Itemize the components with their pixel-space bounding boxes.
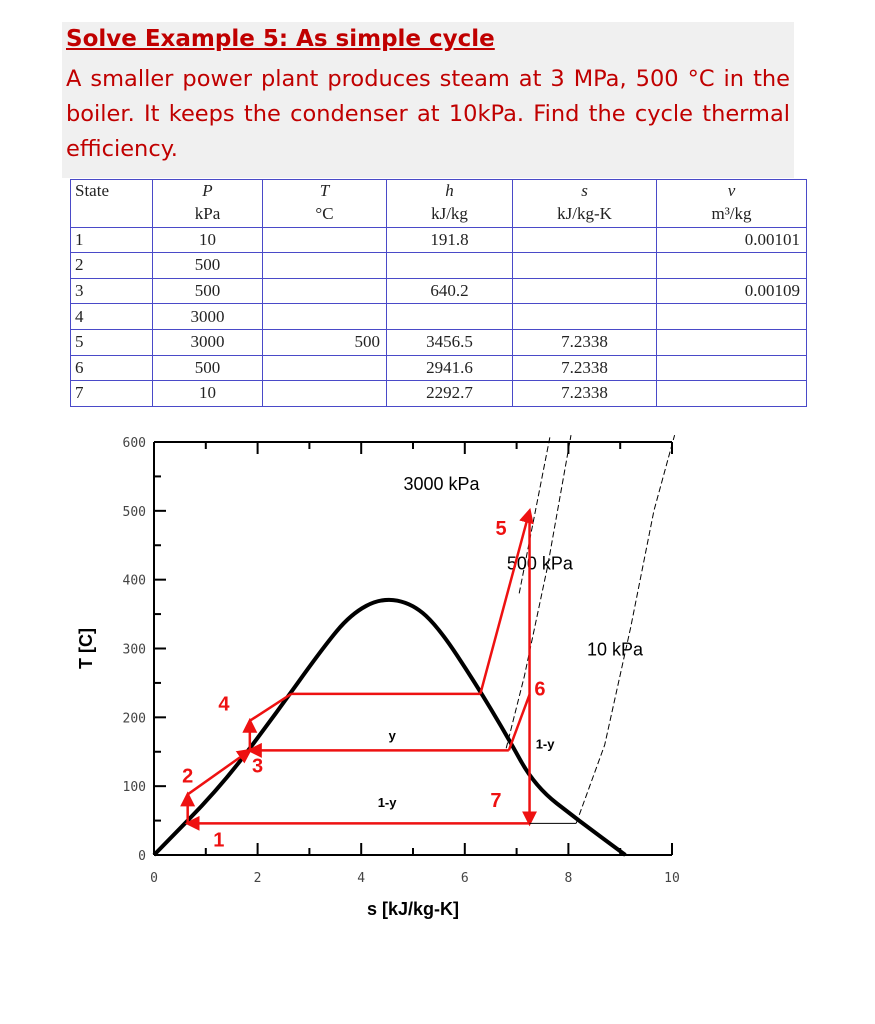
cell-entropy bbox=[513, 278, 657, 304]
cell-state: 5 bbox=[71, 329, 153, 355]
cell-specific-volume bbox=[657, 304, 807, 330]
cell-enthalpy: 640.2 bbox=[387, 278, 513, 304]
cell-pressure: 10 bbox=[153, 381, 263, 407]
x-tick-label: 2 bbox=[253, 871, 262, 886]
fraction-1-y-bottom: 1-y bbox=[377, 794, 397, 810]
table-row bbox=[71, 381, 807, 407]
cell-temperature bbox=[263, 278, 387, 304]
x-tick-label: 10 bbox=[664, 871, 680, 886]
state-property-table bbox=[70, 179, 807, 407]
cell-specific-volume: 0.00109 bbox=[657, 278, 807, 304]
x-tick-label: 4 bbox=[357, 871, 366, 886]
cycle-extraction-6-curve bbox=[509, 695, 530, 751]
header-enthalpy: h bbox=[387, 180, 513, 203]
y-tick-label: 200 bbox=[122, 711, 146, 727]
cell-specific-volume bbox=[657, 381, 807, 407]
state-label-6: 6 bbox=[534, 678, 546, 701]
state-label-5: 5 bbox=[495, 517, 507, 540]
cell-pressure: 3000 bbox=[153, 329, 263, 355]
unit-state bbox=[71, 202, 153, 227]
cell-temperature bbox=[263, 355, 387, 381]
header-entropy: s bbox=[513, 180, 657, 203]
table-header-row bbox=[71, 180, 807, 203]
problem-text: A smaller power plant produces steam at 3 MPa, 500 °C in the boiler. It keeps the condenser at 10kPa. Find the cycle thermal efficiency. bbox=[66, 66, 790, 162]
y-tick-label: 300 bbox=[122, 642, 146, 658]
y-tick-label: 100 bbox=[122, 780, 146, 796]
cell-temperature: 500 bbox=[263, 329, 387, 355]
header-temperature: T bbox=[263, 180, 387, 203]
fraction-y-label: y bbox=[388, 728, 396, 744]
unit-specific-volume: m³/kg bbox=[657, 202, 807, 227]
cell-specific-volume: 0.00101 bbox=[657, 227, 807, 253]
unit-entropy: kJ/kg-K bbox=[513, 202, 657, 227]
y-tick-label: 400 bbox=[122, 573, 146, 589]
isobar-label-500: 500 kPa bbox=[506, 553, 573, 574]
isobar-line bbox=[576, 435, 674, 823]
state-label-1: 1 bbox=[213, 829, 225, 852]
table-row bbox=[71, 304, 807, 330]
cell-specific-volume bbox=[657, 329, 807, 355]
cell-entropy: 7.2338 bbox=[513, 381, 657, 407]
cell-enthalpy bbox=[387, 253, 513, 279]
table-row bbox=[71, 355, 807, 381]
ts-diagram bbox=[62, 420, 802, 930]
cell-temperature bbox=[263, 381, 387, 407]
y-tick-label: 600 bbox=[122, 436, 146, 451]
cell-pressure: 500 bbox=[153, 253, 263, 279]
cell-state: 1 bbox=[71, 227, 153, 253]
table-row bbox=[71, 253, 807, 279]
x-tick-label: 6 bbox=[460, 871, 469, 886]
state-label-4: 4 bbox=[218, 693, 230, 716]
header-state: State bbox=[71, 180, 153, 203]
cell-enthalpy: 3456.5 bbox=[387, 329, 513, 355]
cell-state: 6 bbox=[71, 355, 153, 381]
y-tick-label: 0 bbox=[138, 849, 146, 864]
isobar-line bbox=[506, 435, 571, 748]
table-units-row bbox=[71, 202, 807, 227]
cell-state: 3 bbox=[71, 278, 153, 304]
cell-enthalpy: 191.8 bbox=[387, 227, 513, 253]
cell-specific-volume bbox=[657, 253, 807, 279]
cell-entropy: 7.2338 bbox=[513, 355, 657, 381]
cell-temperature bbox=[263, 304, 387, 330]
cell-enthalpy bbox=[387, 304, 513, 330]
cell-temperature bbox=[263, 227, 387, 253]
cycle-boiler-liquid bbox=[250, 694, 291, 721]
x-tick-label: 0 bbox=[150, 871, 158, 886]
header-specific-volume: v bbox=[657, 180, 807, 203]
fraction-1-y-right: 1-y bbox=[535, 736, 555, 752]
isobar-label-10: 10 kPa bbox=[586, 639, 644, 660]
cell-pressure: 500 bbox=[153, 355, 263, 381]
cell-specific-volume bbox=[657, 355, 807, 381]
ts-diagram-svg bbox=[62, 420, 802, 930]
table-row bbox=[71, 278, 807, 304]
cell-state: 2 bbox=[71, 253, 153, 279]
cell-pressure: 10 bbox=[153, 227, 263, 253]
cell-pressure: 3000 bbox=[153, 304, 263, 330]
cell-entropy: 7.2338 bbox=[513, 329, 657, 355]
cell-enthalpy: 2292.7 bbox=[387, 381, 513, 407]
y-tick-label: 500 bbox=[122, 504, 146, 520]
cell-state: 4 bbox=[71, 304, 153, 330]
x-axis-label: s [kJ/kg-K] bbox=[366, 899, 460, 919]
state-label-7: 7 bbox=[490, 789, 502, 812]
state-label-3: 3 bbox=[252, 755, 264, 778]
unit-temperature: °C bbox=[263, 202, 387, 227]
cell-entropy bbox=[513, 253, 657, 279]
cell-enthalpy: 2941.6 bbox=[387, 355, 513, 381]
cell-temperature bbox=[263, 253, 387, 279]
cell-entropy bbox=[513, 304, 657, 330]
header-pressure: P bbox=[153, 180, 263, 203]
table-row bbox=[71, 227, 807, 253]
unit-enthalpy: kJ/kg bbox=[387, 202, 513, 227]
problem-title: Solve Example 5: As simple cycle bbox=[66, 26, 495, 52]
x-tick-label: 8 bbox=[564, 871, 573, 886]
isobar-label-3000: 3000 kPa bbox=[403, 474, 480, 495]
cell-entropy bbox=[513, 227, 657, 253]
cell-pressure: 500 bbox=[153, 278, 263, 304]
unit-pressure: kPa bbox=[153, 202, 263, 227]
y-axis-label: T [C] bbox=[76, 628, 96, 669]
state-label-2: 2 bbox=[182, 765, 194, 788]
cell-state: 7 bbox=[71, 381, 153, 407]
problem-statement bbox=[62, 22, 794, 178]
table-row bbox=[71, 329, 807, 355]
